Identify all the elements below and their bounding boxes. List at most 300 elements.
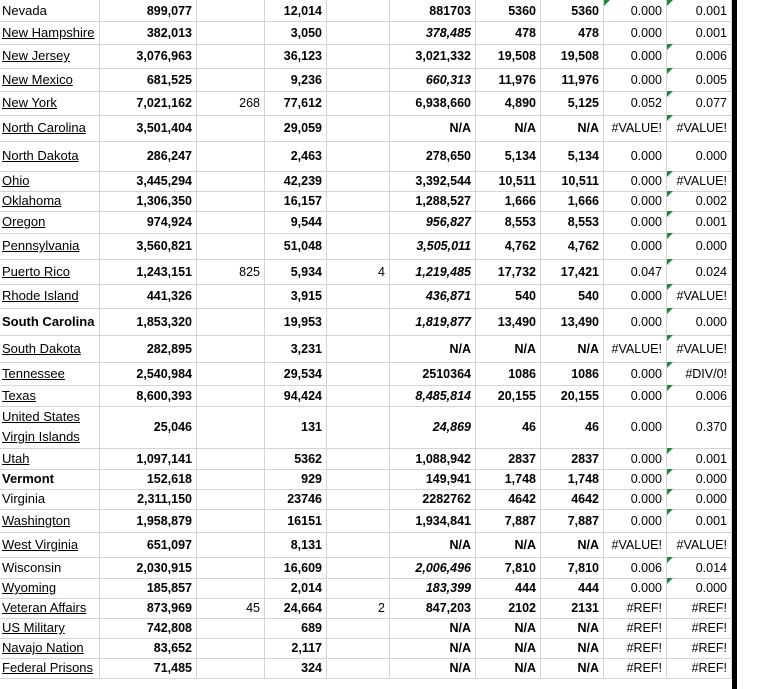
data-cell[interactable]: 8,131 bbox=[265, 532, 327, 557]
row-label-cell[interactable] bbox=[0, 509, 100, 532]
data-cell[interactable]: 5,125 bbox=[541, 91, 604, 115]
data-cell[interactable]: 24,664 bbox=[265, 598, 327, 618]
data-cell[interactable]: 5362 bbox=[265, 448, 327, 469]
data-cell[interactable]: 20,155 bbox=[541, 385, 604, 406]
data-cell[interactable] bbox=[327, 448, 390, 469]
data-cell[interactable]: #REF! bbox=[604, 658, 667, 678]
row-label-cell[interactable] bbox=[0, 362, 100, 385]
row-label-cell[interactable] bbox=[0, 532, 100, 557]
data-cell[interactable]: 4642 bbox=[541, 489, 604, 509]
data-cell[interactable] bbox=[197, 509, 265, 532]
data-cell[interactable]: 152,618 bbox=[100, 469, 197, 489]
data-cell[interactable]: #REF! bbox=[667, 658, 732, 678]
data-cell[interactable]: N/A bbox=[390, 335, 476, 362]
data-cell[interactable]: 478 bbox=[476, 21, 541, 44]
row-label-cell[interactable] bbox=[0, 259, 100, 284]
data-cell[interactable]: 16,157 bbox=[265, 191, 327, 211]
data-cell[interactable]: 0.024 bbox=[667, 259, 732, 284]
data-cell[interactable] bbox=[197, 578, 265, 598]
data-cell[interactable] bbox=[327, 362, 390, 385]
data-cell[interactable] bbox=[197, 141, 265, 171]
data-cell[interactable] bbox=[327, 191, 390, 211]
data-cell[interactable]: 899,077 bbox=[100, 0, 197, 21]
data-cell[interactable]: 0.000 bbox=[667, 469, 732, 489]
data-cell[interactable]: 0.000 bbox=[604, 578, 667, 598]
data-cell[interactable]: 19,508 bbox=[476, 44, 541, 68]
data-cell[interactable]: 1,306,350 bbox=[100, 191, 197, 211]
row-label-cell[interactable] bbox=[0, 308, 100, 335]
data-cell[interactable]: 444 bbox=[476, 578, 541, 598]
data-cell[interactable]: 3,915 bbox=[265, 284, 327, 308]
data-cell[interactable]: 29,534 bbox=[265, 362, 327, 385]
data-cell[interactable]: #REF! bbox=[667, 598, 732, 618]
data-cell[interactable]: N/A bbox=[476, 658, 541, 678]
data-cell[interactable]: #REF! bbox=[667, 618, 732, 638]
data-cell[interactable]: 0.000 bbox=[604, 284, 667, 308]
row-label-cell[interactable] bbox=[0, 658, 100, 678]
data-cell[interactable]: 436,871 bbox=[390, 284, 476, 308]
data-cell[interactable]: 19,508 bbox=[541, 44, 604, 68]
data-cell[interactable]: N/A bbox=[541, 658, 604, 678]
data-cell[interactable] bbox=[327, 469, 390, 489]
data-cell[interactable]: 0.000 bbox=[667, 308, 732, 335]
data-cell[interactable]: 689 bbox=[265, 618, 327, 638]
data-cell[interactable]: 1,748 bbox=[476, 469, 541, 489]
row-label-cell[interactable] bbox=[0, 284, 100, 308]
data-cell[interactable]: 12,014 bbox=[265, 0, 327, 21]
data-cell[interactable]: 6,938,660 bbox=[390, 91, 476, 115]
data-cell[interactable]: 0.000 bbox=[604, 191, 667, 211]
data-cell[interactable] bbox=[197, 618, 265, 638]
data-cell[interactable]: 873,969 bbox=[100, 598, 197, 618]
data-cell[interactable]: 2510364 bbox=[390, 362, 476, 385]
data-cell[interactable] bbox=[327, 335, 390, 362]
data-cell[interactable]: 2 bbox=[327, 598, 390, 618]
row-label: North Dakota bbox=[2, 148, 79, 163]
data-cell[interactable] bbox=[327, 91, 390, 115]
data-cell[interactable] bbox=[197, 284, 265, 308]
data-cell[interactable]: N/A bbox=[476, 115, 541, 141]
data-cell[interactable] bbox=[197, 532, 265, 557]
data-cell[interactable]: #VALUE! bbox=[667, 115, 732, 141]
data-cell[interactable]: 23746 bbox=[265, 489, 327, 509]
data-cell[interactable]: N/A bbox=[541, 532, 604, 557]
data-cell[interactable]: 1086 bbox=[476, 362, 541, 385]
row-label-cell[interactable] bbox=[0, 0, 100, 21]
row-label-cell[interactable] bbox=[0, 598, 100, 618]
data-cell[interactable] bbox=[197, 658, 265, 678]
row-label-cell[interactable] bbox=[0, 68, 100, 91]
data-cell[interactable]: 149,941 bbox=[390, 469, 476, 489]
data-cell[interactable]: 13,490 bbox=[476, 308, 541, 335]
data-cell[interactable]: N/A bbox=[541, 618, 604, 638]
data-cell[interactable]: 7,021,162 bbox=[100, 91, 197, 115]
data-cell[interactable]: 881703 bbox=[390, 0, 476, 21]
data-cell[interactable]: 2,540,984 bbox=[100, 362, 197, 385]
data-cell[interactable]: 0.000 bbox=[604, 385, 667, 406]
data-cell[interactable]: N/A bbox=[390, 638, 476, 658]
data-cell[interactable]: 3,392,544 bbox=[390, 171, 476, 191]
data-cell[interactable]: 1,097,141 bbox=[100, 448, 197, 469]
data-cell[interactable]: 3,560,821 bbox=[100, 233, 197, 259]
data-cell[interactable] bbox=[327, 489, 390, 509]
data-cell[interactable]: 0.047 bbox=[604, 259, 667, 284]
data-cell[interactable]: 3,021,332 bbox=[390, 44, 476, 68]
data-cell[interactable] bbox=[197, 557, 265, 578]
data-cell[interactable]: 46 bbox=[541, 406, 604, 448]
data-cell[interactable]: 0.000 bbox=[604, 233, 667, 259]
data-cell[interactable]: N/A bbox=[541, 638, 604, 658]
data-cell[interactable]: 0.052 bbox=[604, 91, 667, 115]
data-cell[interactable]: N/A bbox=[390, 658, 476, 678]
data-cell[interactable]: 847,203 bbox=[390, 598, 476, 618]
data-cell[interactable]: 10,511 bbox=[541, 171, 604, 191]
data-cell[interactable]: 10,511 bbox=[476, 171, 541, 191]
table-row bbox=[0, 489, 732, 510]
data-cell[interactable] bbox=[197, 489, 265, 509]
data-cell[interactable]: 8,600,393 bbox=[100, 385, 197, 406]
data-cell[interactable]: 8,553 bbox=[476, 211, 541, 233]
error-indicator-icon bbox=[667, 171, 673, 177]
data-cell[interactable]: 45 bbox=[197, 598, 265, 618]
data-cell[interactable]: 2,463 bbox=[265, 141, 327, 171]
data-cell[interactable] bbox=[197, 448, 265, 469]
row-label-cell[interactable] bbox=[0, 335, 100, 362]
data-cell[interactable]: 660,313 bbox=[390, 68, 476, 91]
data-cell[interactable]: 94,424 bbox=[265, 385, 327, 406]
data-cell[interactable]: 2,117 bbox=[265, 638, 327, 658]
data-cell[interactable]: 1,219,485 bbox=[390, 259, 476, 284]
data-cell[interactable]: 0.000 bbox=[604, 509, 667, 532]
data-cell[interactable] bbox=[327, 308, 390, 335]
data-cell[interactable] bbox=[327, 618, 390, 638]
data-cell[interactable]: 77,612 bbox=[265, 91, 327, 115]
data-cell[interactable]: 0.001 bbox=[667, 448, 732, 469]
data-cell[interactable]: 3,501,404 bbox=[100, 115, 197, 141]
row-label: Navajo Nation bbox=[2, 640, 84, 655]
data-cell[interactable]: 0.000 bbox=[604, 0, 667, 21]
data-cell[interactable]: 7,810 bbox=[476, 557, 541, 578]
table-row bbox=[0, 211, 732, 234]
data-cell[interactable]: 3,445,294 bbox=[100, 171, 197, 191]
data-cell[interactable] bbox=[327, 21, 390, 44]
data-cell[interactable]: 0.002 bbox=[667, 191, 732, 211]
data-cell[interactable]: 51,048 bbox=[265, 233, 327, 259]
data-cell[interactable]: 8,485,814 bbox=[390, 385, 476, 406]
data-cell[interactable] bbox=[327, 44, 390, 68]
data-cell[interactable]: 16,609 bbox=[265, 557, 327, 578]
data-cell[interactable]: 29,059 bbox=[265, 115, 327, 141]
row-label-cell[interactable] bbox=[0, 211, 100, 233]
data-cell[interactable]: 540 bbox=[541, 284, 604, 308]
row-label-cell[interactable] bbox=[0, 91, 100, 115]
row-label-cell[interactable] bbox=[0, 233, 100, 259]
data-cell[interactable]: 0.001 bbox=[667, 211, 732, 233]
data-cell[interactable]: 17,421 bbox=[541, 259, 604, 284]
data-cell[interactable] bbox=[197, 21, 265, 44]
data-cell[interactable] bbox=[327, 115, 390, 141]
data-cell[interactable]: 5360 bbox=[541, 0, 604, 21]
data-cell[interactable]: 0.001 bbox=[667, 21, 732, 44]
data-cell[interactable] bbox=[197, 68, 265, 91]
data-cell[interactable] bbox=[197, 171, 265, 191]
data-cell[interactable]: 1,934,841 bbox=[390, 509, 476, 532]
data-cell[interactable]: N/A bbox=[541, 115, 604, 141]
data-cell[interactable] bbox=[327, 557, 390, 578]
data-cell[interactable]: 1,288,527 bbox=[390, 191, 476, 211]
data-cell[interactable] bbox=[197, 638, 265, 658]
data-cell[interactable] bbox=[197, 362, 265, 385]
data-cell[interactable]: 0.000 bbox=[604, 21, 667, 44]
data-cell[interactable]: 478 bbox=[541, 21, 604, 44]
data-cell[interactable] bbox=[327, 141, 390, 171]
row-label-cell[interactable] bbox=[0, 638, 100, 658]
row-label-cell[interactable] bbox=[0, 141, 100, 171]
data-cell[interactable]: 3,076,963 bbox=[100, 44, 197, 68]
data-cell[interactable]: 0.005 bbox=[667, 68, 732, 91]
data-cell[interactable]: 2,014 bbox=[265, 578, 327, 598]
data-cell[interactable]: 7,887 bbox=[476, 509, 541, 532]
data-cell[interactable]: N/A bbox=[390, 532, 476, 557]
data-cell[interactable]: 651,097 bbox=[100, 532, 197, 557]
data-cell[interactable]: #REF! bbox=[604, 638, 667, 658]
row-label-cell[interactable] bbox=[0, 448, 100, 469]
data-cell[interactable]: 540 bbox=[476, 284, 541, 308]
data-cell[interactable]: 5,134 bbox=[476, 141, 541, 171]
data-cell[interactable]: N/A bbox=[476, 638, 541, 658]
data-cell[interactable]: 2837 bbox=[476, 448, 541, 469]
data-cell[interactable]: #DIV/0! bbox=[667, 362, 732, 385]
data-cell[interactable]: 3,231 bbox=[265, 335, 327, 362]
data-cell[interactable]: 11,976 bbox=[476, 68, 541, 91]
row-label-cell[interactable] bbox=[0, 618, 100, 638]
data-cell[interactable]: 9,236 bbox=[265, 68, 327, 91]
data-cell[interactable]: 25,046 bbox=[100, 406, 197, 448]
data-cell[interactable]: 83,652 bbox=[100, 638, 197, 658]
data-cell[interactable]: 0.000 bbox=[604, 362, 667, 385]
data-cell[interactable]: 5,134 bbox=[541, 141, 604, 171]
data-cell[interactable]: N/A bbox=[541, 335, 604, 362]
data-cell[interactable]: 131 bbox=[265, 406, 327, 448]
data-cell[interactable]: 0.000 bbox=[604, 44, 667, 68]
data-cell[interactable]: 46 bbox=[476, 406, 541, 448]
data-cell[interactable]: 2282762 bbox=[390, 489, 476, 509]
data-cell[interactable]: 0.000 bbox=[667, 141, 732, 171]
data-cell[interactable]: 185,857 bbox=[100, 578, 197, 598]
data-cell[interactable]: 8,553 bbox=[541, 211, 604, 233]
data-cell[interactable]: 1,748 bbox=[541, 469, 604, 489]
data-cell[interactable]: 278,650 bbox=[390, 141, 476, 171]
data-cell[interactable]: 1,666 bbox=[476, 191, 541, 211]
data-cell[interactable] bbox=[197, 406, 265, 448]
data-cell[interactable] bbox=[197, 308, 265, 335]
data-cell[interactable] bbox=[327, 0, 390, 21]
data-cell[interactable]: 4 bbox=[327, 259, 390, 284]
row-label-cell[interactable] bbox=[0, 191, 100, 211]
row-label: New Hampshire bbox=[2, 24, 95, 40]
data-cell[interactable]: 0.000 bbox=[667, 578, 732, 598]
data-cell[interactable]: 0.006 bbox=[667, 44, 732, 68]
data-cell[interactable]: 0.000 bbox=[604, 489, 667, 509]
data-cell[interactable]: #REF! bbox=[604, 598, 667, 618]
data-cell[interactable]: 0.000 bbox=[604, 448, 667, 469]
row-label-cell[interactable] bbox=[0, 557, 100, 578]
row-label-cell[interactable] bbox=[0, 44, 100, 68]
row-label-cell[interactable] bbox=[0, 469, 100, 489]
data-cell[interactable]: 825 bbox=[197, 259, 265, 284]
data-cell[interactable]: #REF! bbox=[667, 638, 732, 658]
data-cell[interactable] bbox=[197, 211, 265, 233]
data-cell[interactable]: 286,247 bbox=[100, 141, 197, 171]
data-cell[interactable]: 0.000 bbox=[604, 211, 667, 233]
data-cell[interactable]: 2837 bbox=[541, 448, 604, 469]
data-cell[interactable]: 382,013 bbox=[100, 21, 197, 44]
data-cell[interactable]: 16151 bbox=[265, 509, 327, 532]
data-cell[interactable]: 11,976 bbox=[541, 68, 604, 91]
data-cell[interactable] bbox=[327, 68, 390, 91]
data-cell[interactable]: 2,006,496 bbox=[390, 557, 476, 578]
data-cell[interactable]: 0.000 bbox=[604, 171, 667, 191]
data-cell[interactable]: 0.000 bbox=[604, 406, 667, 448]
data-cell[interactable]: 378,485 bbox=[390, 21, 476, 44]
data-cell[interactable]: #VALUE! bbox=[667, 171, 732, 191]
data-cell[interactable] bbox=[327, 406, 390, 448]
data-cell[interactable]: 5360 bbox=[476, 0, 541, 21]
row-label-cell[interactable] bbox=[0, 385, 100, 406]
data-cell[interactable]: #VALUE! bbox=[604, 532, 667, 557]
data-cell[interactable]: N/A bbox=[476, 618, 541, 638]
data-cell[interactable]: 974,924 bbox=[100, 211, 197, 233]
data-cell[interactable] bbox=[197, 469, 265, 489]
data-cell[interactable] bbox=[327, 509, 390, 532]
data-cell[interactable]: 42,239 bbox=[265, 171, 327, 191]
row-label: Texas bbox=[2, 387, 36, 403]
error-indicator-icon bbox=[667, 68, 673, 74]
data-cell[interactable]: 0.000 bbox=[604, 469, 667, 489]
data-cell[interactable]: 0.370 bbox=[667, 406, 732, 448]
data-cell[interactable]: N/A bbox=[476, 532, 541, 557]
data-cell[interactable] bbox=[197, 115, 265, 141]
table-row bbox=[0, 0, 732, 22]
data-cell[interactable]: 19,953 bbox=[265, 308, 327, 335]
data-cell[interactable]: 4,762 bbox=[476, 233, 541, 259]
row-label-cell[interactable] bbox=[0, 171, 100, 191]
data-cell[interactable]: 0.006 bbox=[667, 385, 732, 406]
data-cell[interactable]: 1,819,877 bbox=[390, 308, 476, 335]
data-cell[interactable]: 71,485 bbox=[100, 658, 197, 678]
data-cell[interactable]: 0.006 bbox=[604, 557, 667, 578]
data-cell[interactable]: 324 bbox=[265, 658, 327, 678]
row-label-cell[interactable] bbox=[0, 406, 100, 448]
data-cell[interactable] bbox=[327, 211, 390, 233]
row-label-cell[interactable] bbox=[0, 489, 100, 509]
row-label-cell[interactable] bbox=[0, 578, 100, 598]
data-cell[interactable]: N/A bbox=[390, 115, 476, 141]
data-cell[interactable]: 0.000 bbox=[604, 308, 667, 335]
data-cell[interactable]: 3,505,011 bbox=[390, 233, 476, 259]
data-cell[interactable]: #VALUE! bbox=[604, 115, 667, 141]
data-cell[interactable]: 1,088,942 bbox=[390, 448, 476, 469]
data-cell[interactable]: 2,030,915 bbox=[100, 557, 197, 578]
data-cell[interactable]: 7,810 bbox=[541, 557, 604, 578]
data-cell[interactable]: 0.001 bbox=[667, 0, 732, 21]
data-cell[interactable]: #REF! bbox=[604, 618, 667, 638]
row-label: Virginia bbox=[2, 491, 46, 506]
data-cell[interactable]: 441,326 bbox=[100, 284, 197, 308]
data-cell[interactable]: 13,490 bbox=[541, 308, 604, 335]
data-cell[interactable]: 17,732 bbox=[476, 259, 541, 284]
data-cell[interactable]: 2,311,150 bbox=[100, 489, 197, 509]
data-cell[interactable]: #VALUE! bbox=[667, 335, 732, 362]
data-cell[interactable]: N/A bbox=[476, 335, 541, 362]
data-cell[interactable]: 1,243,151 bbox=[100, 259, 197, 284]
data-cell[interactable] bbox=[197, 385, 265, 406]
data-cell[interactable]: 20,155 bbox=[476, 385, 541, 406]
data-cell[interactable]: #VALUE! bbox=[667, 284, 732, 308]
data-cell[interactable]: 268 bbox=[197, 91, 265, 115]
row-label-cell[interactable] bbox=[0, 115, 100, 141]
data-cell[interactable]: 2102 bbox=[476, 598, 541, 618]
data-cell[interactable] bbox=[197, 233, 265, 259]
data-cell[interactable] bbox=[197, 191, 265, 211]
data-cell[interactable]: 0.001 bbox=[667, 509, 732, 532]
data-cell[interactable] bbox=[327, 171, 390, 191]
data-cell[interactable]: 742,808 bbox=[100, 618, 197, 638]
data-cell[interactable]: 7,887 bbox=[541, 509, 604, 532]
data-cell[interactable] bbox=[327, 233, 390, 259]
data-cell[interactable]: 9,544 bbox=[265, 211, 327, 233]
data-cell[interactable]: 0.000 bbox=[667, 233, 732, 259]
data-cell[interactable]: 0.000 bbox=[667, 489, 732, 509]
data-cell[interactable]: 444 bbox=[541, 578, 604, 598]
data-cell[interactable] bbox=[327, 578, 390, 598]
data-cell[interactable]: #VALUE! bbox=[667, 532, 732, 557]
data-cell[interactable]: 4,762 bbox=[541, 233, 604, 259]
data-cell[interactable]: 5,934 bbox=[265, 259, 327, 284]
data-cell[interactable]: N/A bbox=[390, 618, 476, 638]
data-cell[interactable]: 3,050 bbox=[265, 21, 327, 44]
data-cell[interactable] bbox=[197, 335, 265, 362]
data-cell[interactable]: 929 bbox=[265, 469, 327, 489]
data-cell[interactable]: 0.014 bbox=[667, 557, 732, 578]
data-cell[interactable]: 183,399 bbox=[390, 578, 476, 598]
data-cell[interactable] bbox=[327, 284, 390, 308]
data-cell[interactable] bbox=[197, 44, 265, 68]
data-cell[interactable]: 1,853,320 bbox=[100, 308, 197, 335]
data-cell[interactable]: 282,895 bbox=[100, 335, 197, 362]
data-cell[interactable]: 681,525 bbox=[100, 68, 197, 91]
data-cell[interactable] bbox=[327, 385, 390, 406]
data-cell[interactable]: 2131 bbox=[541, 598, 604, 618]
data-cell[interactable]: 4,890 bbox=[476, 91, 541, 115]
data-cell[interactable]: 1,958,879 bbox=[100, 509, 197, 532]
data-cell[interactable] bbox=[197, 0, 265, 21]
data-cell[interactable]: #VALUE! bbox=[604, 335, 667, 362]
data-cell[interactable]: 4642 bbox=[476, 489, 541, 509]
row-label-cell[interactable] bbox=[0, 21, 100, 44]
data-cell[interactable]: 36,123 bbox=[265, 44, 327, 68]
data-cell[interactable] bbox=[327, 658, 390, 678]
data-cell[interactable]: 956,827 bbox=[390, 211, 476, 233]
data-cell[interactable]: 24,869 bbox=[390, 406, 476, 448]
data-cell[interactable]: 0.077 bbox=[667, 91, 732, 115]
data-cell[interactable] bbox=[327, 638, 390, 658]
data-cell[interactable] bbox=[327, 532, 390, 557]
data-cell[interactable]: 1,666 bbox=[541, 191, 604, 211]
data-cell[interactable]: 0.000 bbox=[604, 141, 667, 171]
data-cell[interactable]: 1086 bbox=[541, 362, 604, 385]
data-cell[interactable]: 0.000 bbox=[604, 68, 667, 91]
